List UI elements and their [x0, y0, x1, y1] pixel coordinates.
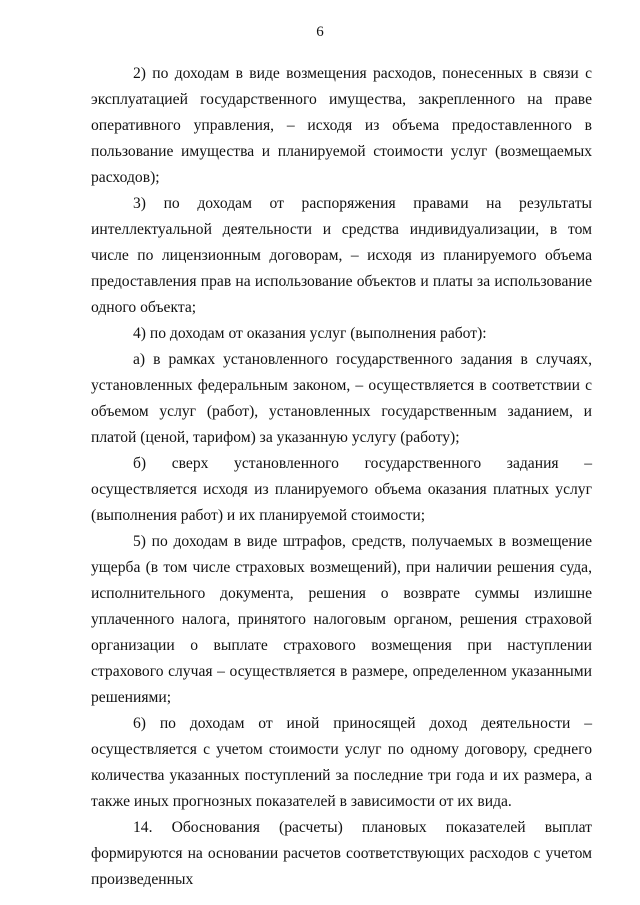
paragraph-item-3-intellectual-property: 3) по доходам от распоряжения правами на результаты интеллектуальной деятельности и средства индивидуализации, в том числе по лицензионным договорам, – исходя из планируемого объема предоставления прав на использование объектов и платы за использование одного объекта;: [91, 195, 592, 316]
paragraph-item-4-services-heading: 4) по доходам от оказания услуг (выполнения работ):: [133, 325, 487, 342]
paragraph-item-5-fines-damages: 5) по доходам в виде штрафов, средств, получаемых в возмещение ущерба (в том числе страховых возмещений), при наличии решения суда, исполнительного документа, решения о возврате суммы излишне уплаченного налога, принятого налоговым органом, решения страховой организации о выплате страхового возмещения при наступлении страхового случая – осуществляется в размере, определенном указанными решениями;: [91, 533, 592, 706]
paragraph-item-4b-above-assignment: б) сверх установленного государственного задания – осуществляется исходя из планируемого объема оказания платных услуг (выполнения работ) и их планируемой стоимости;: [91, 455, 592, 524]
document-body: [91, 61, 592, 893]
page-number: 6: [316, 24, 324, 40]
paragraph-item-4a-state-assignment: а) в рамках установленного государственного задания в случаях, установленных федеральным законом, – осуществляется в соответствии с объемом услуг (работ), установленных государственным заданием, и платой (ценой, тарифом) за указанную услугу (работу);: [91, 351, 592, 446]
paragraph-item-2-property-reimbursement: 2) по доходам в виде возмещения расходов, понесенных в связи с эксплуатацией государственного имущества, закрепленного на праве оперативного управления, – исходя из объема предоставленного в пользование имущества и планируемой стоимости услуг (возмещаемых расходов);: [91, 65, 592, 186]
paragraph-clause-14-payment-justification: 14. Обоснования (расчеты) плановых показателей выплат формируются на основании расчетов соответствующих расходов с учетом произведенных: [91, 819, 592, 888]
paragraph-item-6-other-income: 6) по доходам от иной приносящей доход деятельности – осуществляется с учетом стоимости услуг по одному договору, среднего количества указанных поступлений за последние три года и их размера, а также иных прогнозных показателей в зависимости от их вида.: [91, 715, 592, 810]
